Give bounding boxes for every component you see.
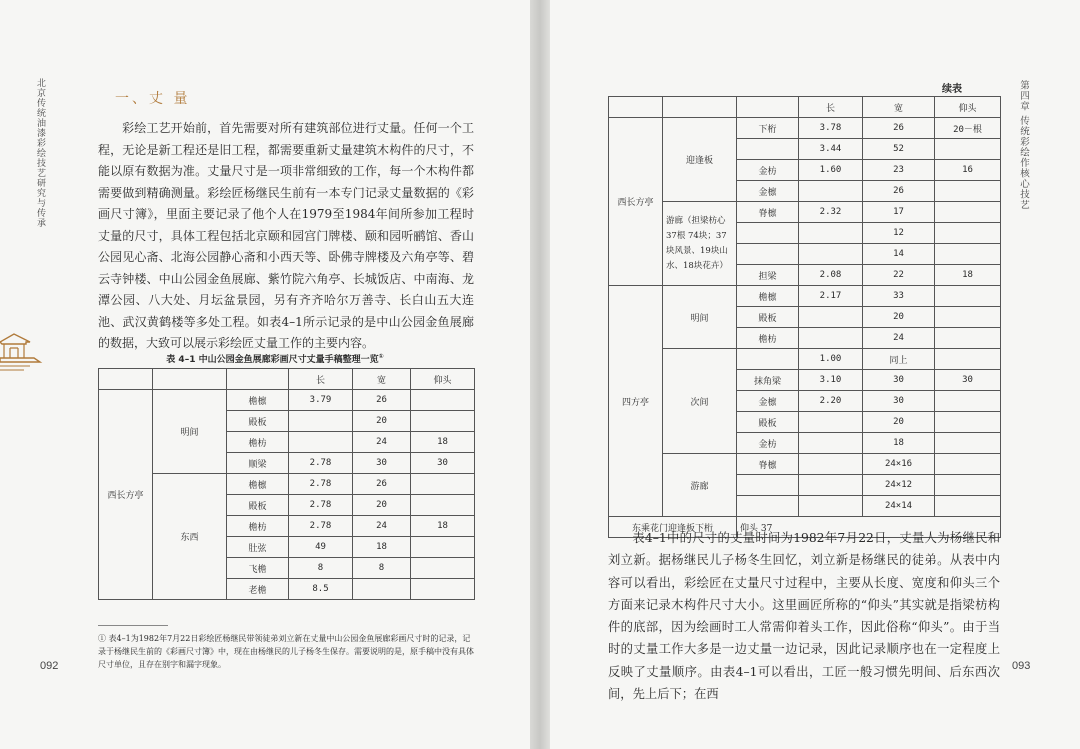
cell-part: 脊檩 — [737, 454, 799, 475]
cell-length — [799, 433, 863, 454]
cell-part: 檐枋 — [227, 516, 289, 537]
cell-uphead — [411, 474, 475, 495]
cell-part — [737, 496, 799, 517]
cell-length: 2.78 — [289, 516, 353, 537]
cell-uphead — [935, 181, 1001, 202]
cell-length: 3.79 — [289, 390, 353, 411]
group-label: 西长方亭 — [99, 390, 153, 600]
cell-width: 26 — [863, 181, 935, 202]
cell-uphead — [935, 307, 1001, 328]
left-running-head: 北京传统油漆彩绘技艺研究与传承 — [35, 78, 45, 228]
cell-length — [799, 475, 863, 496]
cell-uphead — [935, 223, 1001, 244]
section-title: 一、丈 量 — [115, 91, 191, 107]
cell-uphead: 18 — [935, 265, 1001, 286]
cell-length: 8 — [289, 558, 353, 579]
cell-width: 30 — [863, 370, 935, 391]
footnote: ① 表4–1为1982年7月22日彩绘匠杨继民带领徒弟刘立新在丈量中山公园金鱼展廊彩画尺寸时的记录，记录于杨继民生前的《彩画尺寸簿》中，现在由杨继民的儿子杨冬生保存。需要说明的是，原手稿中没有具体尺寸单位，且存在别字和漏字现象。 — [98, 634, 474, 669]
table-header-row — [99, 369, 475, 390]
cell-part: 金檩 — [737, 181, 799, 202]
column-header: 仰头 — [935, 97, 1001, 118]
cell-uphead — [935, 139, 1001, 160]
header-blank — [737, 97, 799, 118]
cell-width: 30 — [353, 453, 411, 474]
cell-uphead — [935, 496, 1001, 517]
body-text: 彩绘工艺开始前，首先需要对所有建筑部位进行丈量。任何一个工程，无论是新工程还是旧工程，都需要重新丈量建筑木构件的尺寸，不能以原有数据为准。丈量尺寸是一项非常细致的工作，每一个木构件都需要做到精确测量。彩绘匠杨继民生前有一本专门记录丈量数据的《彩画尺寸簿》，里面主要记录了他个人在1979至1984年间所参加工程时丈量的尺寸，具体工程包括北京颐和园宫门牌楼、颐和园听鹂馆、香山公园见心斋、北海公园静心斋和小西天等、卧佛寺牌楼及六角亭等、碧云寺钟楼、中山公园金鱼展廊、紫竹院六角亭、长城饭店、中南海、龙潭公园、八大处、月坛盆景园，另有齐齐哈尔万善寺、长白山五大连池、武汉黄鹤楼等多处工程。如表4–1所示记录的是中山公园金鱼展廊的数据，大致可以展示彩绘匠丈量工作的主要内容。 — [98, 121, 474, 350]
cell-width: 23 — [863, 160, 935, 181]
cell-length: 2.17 — [799, 286, 863, 307]
cell-length: 2.32 — [799, 202, 863, 223]
cell-part: 殿板 — [227, 495, 289, 516]
column-header: 长 — [799, 97, 863, 118]
column-header: 宽 — [353, 369, 411, 390]
footer-value: 仰头 37 — [737, 517, 1001, 538]
cell-length — [799, 307, 863, 328]
footer-label: 东乘花门迎逢板下桁 — [609, 517, 737, 538]
cell-part — [737, 475, 799, 496]
cell-length: 2.08 — [799, 265, 863, 286]
cell-uphead: 30 — [935, 370, 1001, 391]
cell-length: 1.60 — [799, 160, 863, 181]
size-table-continued — [608, 96, 1001, 538]
cell-width: 26 — [353, 390, 411, 411]
subgroup-label: 游廊（担梁枋心37根 74块；37块风景、19块山水、18块花卉） — [663, 202, 737, 286]
cell-part — [737, 139, 799, 160]
cell-part: 檐檩 — [227, 390, 289, 411]
page-number-left: 092 — [40, 660, 59, 672]
table-header-row — [609, 97, 1001, 118]
cell-uphead — [935, 412, 1001, 433]
cell-length — [799, 328, 863, 349]
cell-length: 1.00 — [799, 349, 863, 370]
cell-length: 3.78 — [799, 118, 863, 139]
cell-uphead — [935, 328, 1001, 349]
cell-uphead: 20－根 — [935, 118, 1001, 139]
table-caption-text: 表 4–1 中山公园金鱼展廊彩画尺寸丈量手稿整理一览 — [166, 355, 379, 365]
subgroup-label: 明间 — [153, 390, 227, 474]
cell-uphead: 18 — [411, 516, 475, 537]
cell-part — [737, 223, 799, 244]
cell-width: 24×12 — [863, 475, 935, 496]
cell-width: 20 — [863, 307, 935, 328]
header-blank — [99, 369, 153, 390]
table-row — [609, 349, 1001, 370]
cell-length: 2.78 — [289, 453, 353, 474]
cell-width: 20 — [353, 495, 411, 516]
cell-length — [799, 496, 863, 517]
cell-uphead — [935, 454, 1001, 475]
column-header: 长 — [289, 369, 353, 390]
body-paragraph — [98, 118, 474, 355]
cell-uphead — [411, 537, 475, 558]
table-row — [99, 390, 475, 411]
table-row — [609, 454, 1001, 475]
cell-width: 33 — [863, 286, 935, 307]
cell-part: 金枋 — [737, 433, 799, 454]
left-page — [0, 0, 530, 749]
column-header: 仰头 — [411, 369, 475, 390]
cell-part: 顺梁 — [227, 453, 289, 474]
right-page — [550, 0, 1080, 749]
book-gutter — [530, 0, 550, 749]
cell-part: 下桁 — [737, 118, 799, 139]
cell-part: 飞檐 — [227, 558, 289, 579]
table-row — [609, 118, 1001, 139]
cell-width: 20 — [353, 411, 411, 432]
cell-part: 脊檩 — [737, 202, 799, 223]
cell-width: 26 — [863, 118, 935, 139]
cell-uphead — [935, 286, 1001, 307]
cell-width: 52 — [863, 139, 935, 160]
cell-width: 26 — [353, 474, 411, 495]
cell-length — [799, 181, 863, 202]
table-row — [99, 474, 475, 495]
cell-width: 22 — [863, 265, 935, 286]
cell-length — [799, 412, 863, 433]
cell-length — [799, 244, 863, 265]
cell-part: 殿板 — [227, 411, 289, 432]
cell-length: 8.5 — [289, 579, 353, 600]
cell-part: 檐枋 — [227, 432, 289, 453]
subgroup-label: 次间 — [663, 349, 737, 454]
cell-uphead — [935, 475, 1001, 496]
subgroup-label: 明间 — [663, 286, 737, 349]
cell-width: 12 — [863, 223, 935, 244]
cell-length — [289, 432, 353, 453]
cell-part — [737, 244, 799, 265]
cell-uphead: 18 — [411, 432, 475, 453]
cell-length — [799, 223, 863, 244]
cell-uphead — [411, 495, 475, 516]
cell-width: 24×16 — [863, 454, 935, 475]
cell-part: 檐檩 — [227, 474, 289, 495]
cell-width: 24 — [353, 516, 411, 537]
cell-uphead — [411, 579, 475, 600]
cell-width: 24 — [353, 432, 411, 453]
header-blank — [227, 369, 289, 390]
cell-part: 金檩 — [737, 391, 799, 412]
cell-width: 24 — [863, 328, 935, 349]
footnote-divider — [98, 625, 168, 626]
cell-part: 抹角梁 — [737, 370, 799, 391]
cell-width: 30 — [863, 391, 935, 412]
cell-width: 17 — [863, 202, 935, 223]
body-paragraph-right — [608, 527, 1000, 705]
pavilion-emblem-icon — [0, 328, 44, 388]
cell-uphead — [935, 391, 1001, 412]
cell-width: 同上 — [863, 349, 935, 370]
subgroup-label: 迎逢板 — [663, 118, 737, 202]
cell-part: 担梁 — [737, 265, 799, 286]
group-label: 西长方亭 — [609, 118, 663, 286]
cell-uphead — [411, 390, 475, 411]
cell-width: 18 — [863, 433, 935, 454]
cell-width: 8 — [353, 558, 411, 579]
body-text-right: 表4–1中的尺寸的丈量时间为1982年7月22日，丈量人为杨继民和刘立新。据杨继民儿子杨冬生回忆，刘立新是杨继民的徒弟。从表中内容可以看出，彩绘匠在丈量尺寸过程中，主要从长度、宽度和仰头三个方面来记录木构件尺寸大小。这里画匠所称的“仰头”其实就是指梁枋构件的底部，因为绘画时工人常需仰着头工作，因此俗称“仰头”。由于当时的丈量工作大多是一边丈量一边记录，因此记录顺序也在一定程度上反映了丈量顺序。由表4–1可以看出，工匠一般习惯先明间、后东西次间，先上后下；在西 — [608, 531, 1000, 702]
header-blank — [663, 97, 737, 118]
cell-length: 3.10 — [799, 370, 863, 391]
group-label: 四方亭 — [609, 286, 663, 517]
cell-part: 金枋 — [737, 160, 799, 181]
header-blank — [609, 97, 663, 118]
cell-uphead — [935, 202, 1001, 223]
cell-uphead — [935, 244, 1001, 265]
cell-length: 2.78 — [289, 474, 353, 495]
subgroup-label: 游廊 — [663, 454, 737, 517]
table-row — [609, 202, 1001, 223]
cell-length: 2.20 — [799, 391, 863, 412]
cell-part: 殿板 — [737, 412, 799, 433]
cell-length — [799, 454, 863, 475]
page-number-right: 093 — [1012, 660, 1031, 672]
cell-uphead: 30 — [411, 453, 475, 474]
cell-width — [353, 579, 411, 600]
cell-length — [289, 411, 353, 432]
cell-uphead — [935, 349, 1001, 370]
cell-part: 檐枋 — [737, 328, 799, 349]
cell-part — [737, 349, 799, 370]
right-running-head: 第四章 传统彩绘作核心技艺 — [1018, 80, 1029, 211]
cell-uphead: 16 — [935, 160, 1001, 181]
cell-width: 20 — [863, 412, 935, 433]
size-table — [98, 368, 475, 600]
cell-part: 肚弦 — [227, 537, 289, 558]
cell-width: 18 — [353, 537, 411, 558]
cell-length: 3.44 — [799, 139, 863, 160]
cell-uphead — [411, 411, 475, 432]
cell-uphead — [935, 433, 1001, 454]
cell-part: 老檐 — [227, 579, 289, 600]
table-caption — [115, 352, 435, 365]
continued-label: 续表 — [942, 84, 962, 95]
cell-length: 49 — [289, 537, 353, 558]
cell-length: 2.78 — [289, 495, 353, 516]
subgroup-label: 东西 — [153, 474, 227, 600]
cell-width: 24×14 — [863, 496, 935, 517]
table-row — [609, 286, 1001, 307]
cell-part: 殿板 — [737, 307, 799, 328]
cell-width: 14 — [863, 244, 935, 265]
cell-uphead — [411, 558, 475, 579]
caption-note-mark: ① — [378, 353, 384, 360]
column-header: 宽 — [863, 97, 935, 118]
header-blank — [153, 369, 227, 390]
cell-part: 檐檩 — [737, 286, 799, 307]
